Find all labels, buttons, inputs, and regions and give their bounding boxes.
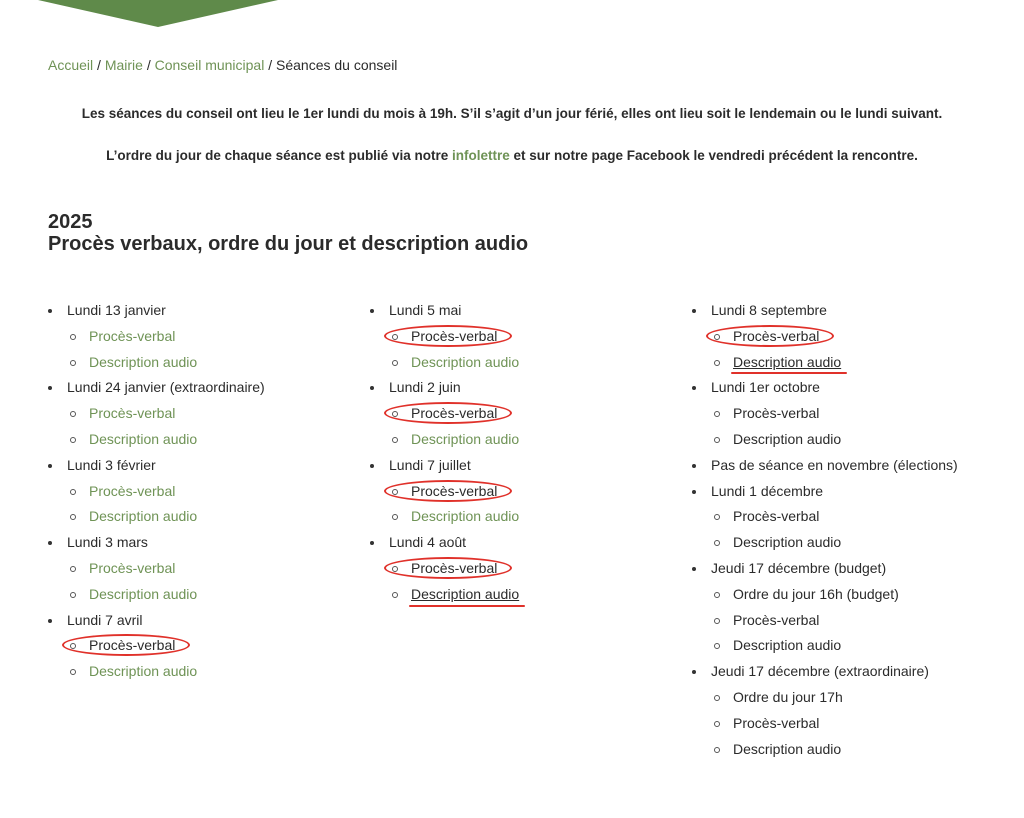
description-audio-link[interactable]: Description audio <box>89 663 198 680</box>
description-audio-link[interactable]: Description audio <box>733 534 842 551</box>
description-audio-link[interactable]: Description audio <box>733 637 842 654</box>
proces-verbal-link[interactable]: Procès-verbal <box>733 508 820 525</box>
sub-item <box>370 479 519 505</box>
breadcrumb-separator: / <box>93 57 105 73</box>
intro-agenda-text <box>0 148 1024 163</box>
breadcrumb-home-link[interactable]: Accueil <box>48 57 94 73</box>
intro-agenda-before: L’ordre du jour de chaque séance est publié via notre <box>106 148 452 163</box>
meeting-item: Jeudi 17 décembre (extraordinaire) <box>692 659 958 685</box>
description-audio-link[interactable]: Description audio <box>733 430 842 447</box>
section-title: Procès verbaux, ordre du jour et description audio <box>48 233 529 255</box>
infolettre-link[interactable]: infolettre <box>451 148 510 163</box>
proces-verbal-link[interactable]: Procès-verbal <box>411 405 498 422</box>
sub-item <box>692 324 958 350</box>
sub-item <box>48 324 265 350</box>
meeting-item: Lundi 2 juin <box>370 375 519 401</box>
sub-item <box>370 324 519 350</box>
proces-verbal-link[interactable]: Procès-verbal <box>89 559 176 576</box>
description-audio-link[interactable]: Description audio <box>89 353 198 370</box>
header-banner-shape <box>0 0 1024 30</box>
meeting-item: Lundi 4 août <box>370 530 519 556</box>
sub-item <box>48 427 265 453</box>
sub-item <box>692 608 958 634</box>
sub-item <box>692 582 958 608</box>
meetings-column-2 <box>370 298 519 608</box>
meeting-item: Lundi 1 décembre <box>692 479 958 505</box>
meeting-list <box>48 298 265 685</box>
description-audio-link[interactable]: Description audio <box>411 585 520 602</box>
sub-item <box>370 427 519 453</box>
meeting-list <box>692 298 958 762</box>
intro-schedule-text: Les séances du conseil ont lieu le 1er lundi du mois à 19h. S’il s’agit d’un jour férié, elles ont lieu soit le lendemain ou le lundi suivant. <box>81 106 943 121</box>
breadcrumb <box>48 57 397 73</box>
red-underline-annotation <box>731 372 847 374</box>
breadcrumb-conseil-link[interactable]: Conseil municipal <box>154 57 265 73</box>
sub-item <box>692 401 958 427</box>
description-audio-link[interactable]: Description audio <box>89 585 198 602</box>
description-audio-link[interactable]: Description audio <box>411 430 520 447</box>
meetings-column-3 <box>692 298 958 762</box>
description-audio-link[interactable]: Description audio <box>89 430 198 447</box>
sub-item <box>692 633 958 659</box>
description-audio-link[interactable]: Description audio <box>89 508 198 525</box>
sub-item <box>48 479 265 505</box>
meeting-item: Lundi 3 mars <box>48 530 265 556</box>
sub-item <box>692 350 958 376</box>
meeting-item: Pas de séance en novembre (élections) <box>692 453 958 479</box>
proces-verbal-link[interactable]: Procès-verbal <box>733 405 820 422</box>
proces-verbal-link[interactable]: Procès-verbal <box>733 327 820 344</box>
proces-verbal-link[interactable]: Procès-verbal <box>89 327 176 344</box>
meeting-item: Lundi 7 juillet <box>370 453 519 479</box>
meeting-item: Lundi 7 avril <box>48 608 265 634</box>
sub-item <box>48 401 265 427</box>
meetings-column-1 <box>48 298 265 685</box>
meeting-item: Lundi 13 janvier <box>48 298 265 324</box>
sub-item <box>692 737 958 763</box>
sub-item <box>692 711 958 737</box>
meeting-item: Lundi 24 janvier (extraordinaire) <box>48 375 265 401</box>
section-year: 2025 <box>48 211 93 233</box>
sub-item <box>48 659 265 685</box>
meeting-list <box>370 298 519 608</box>
breadcrumb-separator: / <box>142 57 155 73</box>
ordre-du-jour-link[interactable]: Ordre du jour 17h <box>733 688 843 705</box>
proces-verbal-link[interactable]: Procès-verbal <box>411 482 498 499</box>
red-underline-annotation <box>409 605 525 607</box>
sub-item <box>370 401 519 427</box>
sub-item <box>48 350 265 376</box>
sub-item <box>370 582 519 608</box>
proces-verbal-link[interactable]: Procès-verbal <box>411 559 498 576</box>
intro-agenda-after: et sur notre page Facebook le vendredi précédent la rencontre. <box>509 148 918 163</box>
proces-verbal-link[interactable]: Procès-verbal <box>733 611 820 628</box>
meeting-item: Lundi 1er octobre <box>692 375 958 401</box>
description-audio-link[interactable]: Description audio <box>733 353 842 370</box>
proces-verbal-link[interactable]: Procès-verbal <box>411 327 498 344</box>
sub-item <box>692 530 958 556</box>
sub-item <box>692 427 958 453</box>
sub-item <box>692 685 958 711</box>
ordre-du-jour-link[interactable]: Ordre du jour 16h (budget) <box>733 585 899 602</box>
meeting-item: Jeudi 17 décembre (budget) <box>692 556 958 582</box>
breadcrumb-mairie-link[interactable]: Mairie <box>104 57 143 73</box>
sub-item <box>48 633 265 659</box>
sub-item <box>370 504 519 530</box>
proces-verbal-link[interactable]: Procès-verbal <box>89 405 176 422</box>
description-audio-link[interactable]: Description audio <box>411 353 520 370</box>
sub-item <box>48 504 265 530</box>
meeting-item: Lundi 8 septembre <box>692 298 958 324</box>
section-heading <box>48 211 528 255</box>
description-audio-link[interactable]: Description audio <box>733 740 842 757</box>
meeting-item: Lundi 3 février <box>48 453 265 479</box>
proces-verbal-link[interactable]: Procès-verbal <box>89 482 176 499</box>
proces-verbal-link[interactable]: Procès-verbal <box>733 714 820 731</box>
sub-item <box>48 582 265 608</box>
sub-item <box>370 350 519 376</box>
sub-item <box>692 504 958 530</box>
breadcrumb-separator: / <box>264 57 276 73</box>
sub-item <box>370 556 519 582</box>
banner-chevron <box>38 0 278 27</box>
description-audio-link[interactable]: Description audio <box>411 508 520 525</box>
sub-item <box>48 556 265 582</box>
breadcrumb-current: Séances du conseil <box>276 57 398 73</box>
meeting-item: Lundi 5 mai <box>370 298 519 324</box>
proces-verbal-link[interactable]: Procès-verbal <box>89 637 176 654</box>
